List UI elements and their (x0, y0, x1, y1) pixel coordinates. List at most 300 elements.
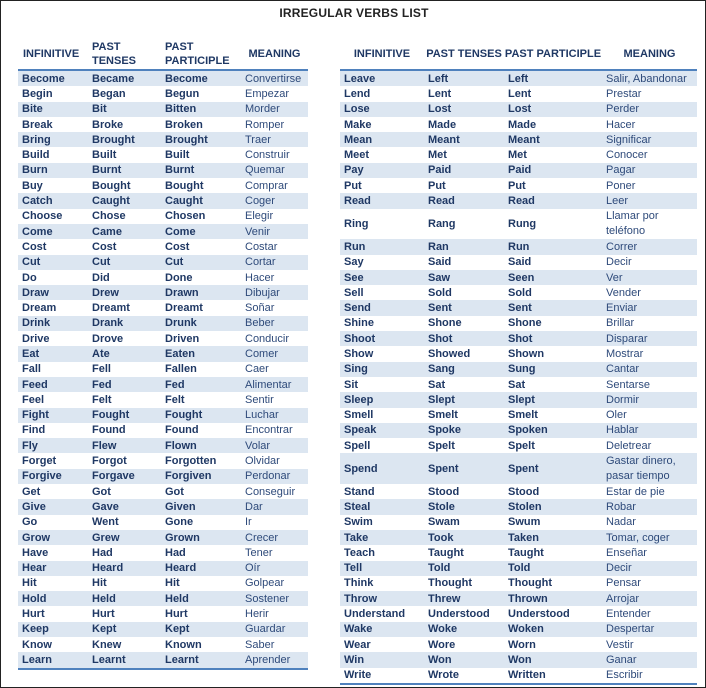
verb-row (18, 453, 308, 468)
cell-past-tense: Burnt (88, 163, 161, 178)
cell-meaning: Romper (245, 118, 285, 131)
header-past-tenses: PAST TENSES (92, 40, 137, 67)
cell-past-tense: Met (428, 149, 447, 162)
cell-meaning: Golpear (245, 577, 285, 590)
verb-row (340, 270, 697, 285)
verb-row (340, 438, 697, 453)
cell-past-tense: Read (424, 193, 504, 208)
verb-row (18, 224, 308, 239)
verb-row (18, 147, 308, 162)
cell-past-tense: Made (428, 118, 457, 131)
cell-past-participle: Fought (161, 408, 241, 423)
cell-past-participle: Thought (508, 577, 552, 590)
cell-past-participle: Flown (161, 438, 241, 453)
cell-infinitive: Spend (340, 453, 424, 484)
cell-infinitive: Sell (344, 286, 364, 299)
cell-past-tense: Slept (424, 392, 504, 407)
cell-past-tense: Smelt (428, 409, 458, 422)
verb-row (340, 163, 697, 178)
cell-past-participle: Driven (165, 332, 200, 345)
cell-infinitive: Spell (344, 439, 371, 452)
cell-meaning: Tener (245, 546, 273, 559)
cell-past-participle: Cut (161, 255, 241, 270)
cell-past-tense: Caught (88, 193, 161, 208)
cell-past-tense: Woke (424, 622, 504, 637)
cell-infinitive: Lose (340, 102, 424, 117)
cell-past-participle: Shown (508, 347, 545, 360)
cell-infinitive: Begin (22, 87, 53, 100)
cell-past-participle: Held (161, 591, 241, 606)
verb-row (18, 515, 308, 530)
cell-meaning: Conseguir (245, 485, 296, 498)
cell-infinitive: See (340, 270, 424, 285)
verb-row (340, 622, 697, 637)
cell-meaning: Poner (606, 179, 636, 192)
cell-past-tense: Did (92, 271, 110, 284)
cell-past-participle: Written (508, 669, 546, 682)
cell-infinitive: Run (340, 239, 424, 254)
cell-infinitive: Grow (18, 530, 88, 545)
cell-past-participle: Chosen (165, 210, 206, 223)
cell-past-participle: Smelt (508, 409, 538, 422)
cell-infinitive: Cost (22, 240, 47, 253)
cell-infinitive: Hear (18, 561, 88, 576)
cell-past-participle: Shot (504, 331, 602, 346)
cell-past-tense: Understood (428, 608, 490, 621)
cell-meaning: Encontrar (245, 424, 293, 437)
verb-row (18, 530, 308, 545)
cell-past-tense: Heard (88, 561, 161, 576)
right-header-row (340, 38, 697, 70)
verb-row (18, 606, 308, 621)
cell-past-participle: Had (165, 546, 186, 559)
verb-row (340, 362, 697, 377)
cell-past-tense: Began (92, 87, 126, 100)
cell-past-participle: Slept (504, 392, 602, 407)
cell-meaning: Arrojar (602, 591, 697, 606)
verb-row (340, 576, 697, 591)
verb-row (18, 255, 308, 270)
cell-meaning: Vestir (606, 638, 634, 651)
cell-infinitive: Do (22, 271, 37, 284)
cell-past-participle: Known (165, 638, 202, 651)
verb-row (18, 193, 308, 208)
cell-past-tense: Forgave (88, 469, 161, 484)
cell-past-tense: Threw (424, 591, 504, 606)
cell-meaning: Tomar, coger (602, 530, 697, 545)
cell-infinitive: Teach (344, 546, 375, 559)
header-infinitive: INFINITIVE (353, 47, 411, 60)
verb-row (18, 362, 308, 377)
cell-past-tense: Wore (428, 638, 456, 651)
cell-meaning: Llamar por teléfono (606, 209, 659, 237)
verb-row (18, 132, 308, 147)
cell-past-tense: Put (428, 179, 446, 192)
cell-past-tense: Stole (424, 499, 504, 514)
cell-past-tense: Dreamt (92, 302, 130, 315)
cell-past-tense: Found (92, 424, 126, 437)
cell-past-tense: Drew (88, 285, 161, 300)
cell-meaning: Leer (602, 193, 697, 208)
cell-past-tense: Lent (428, 87, 452, 100)
verb-row (18, 408, 308, 423)
cell-infinitive: Break (22, 118, 53, 131)
cell-past-tense: Learnt (88, 652, 161, 668)
cell-past-participle: Stood (508, 485, 540, 498)
cell-infinitive: Get (22, 485, 41, 498)
cell-past-participle: Felt (165, 393, 185, 406)
cell-past-participle: Bitten (161, 102, 241, 117)
verb-row (340, 591, 697, 606)
cell-past-tense: Spoke (424, 423, 504, 438)
cell-past-participle: Brought (161, 132, 241, 147)
header-meaning: MEANING (248, 47, 301, 60)
cell-meaning: Convertirse (241, 70, 308, 86)
verb-row (340, 423, 697, 438)
cell-past-participle: Dreamt (165, 302, 203, 315)
cell-infinitive: Tell (340, 561, 424, 576)
cell-past-tense: Hurt (92, 608, 115, 621)
cell-past-tense: Left (424, 70, 504, 86)
verb-row (18, 561, 308, 576)
cell-meaning: Sostener (241, 591, 308, 606)
cell-past-participle: Spelt (508, 439, 535, 452)
cell-past-tense: Brought (88, 132, 161, 147)
header-meaning: MEANING (623, 47, 676, 60)
verb-row (340, 561, 697, 576)
verb-row (18, 239, 308, 254)
cell-infinitive: Eat (18, 346, 88, 361)
cell-past-participle: Eaten (161, 346, 241, 361)
cell-past-participle: Swum (508, 516, 541, 529)
cell-past-participle: Left (504, 70, 602, 86)
cell-past-participle: Gone (165, 516, 194, 529)
verb-row (18, 346, 308, 361)
cell-infinitive: Send (340, 300, 424, 315)
cell-past-participle: Cost (165, 240, 190, 253)
cell-past-tense: Drove (92, 332, 124, 345)
cell-infinitive: Burn (18, 163, 88, 178)
cell-meaning: Crecer (241, 530, 308, 545)
left-table-body (18, 70, 308, 669)
cell-meaning: Comer (241, 346, 308, 361)
cell-past-participle: Thrown (504, 591, 602, 606)
cell-infinitive: Hold (18, 591, 88, 606)
cell-infinitive: Have (22, 546, 49, 559)
cell-past-participle: Got (165, 485, 184, 498)
cell-infinitive: Put (344, 179, 362, 192)
cell-infinitive: Catch (18, 193, 88, 208)
verb-row (18, 423, 308, 438)
verb-row (18, 591, 308, 606)
verb-row (18, 377, 308, 392)
verb-row (18, 178, 308, 193)
cell-meaning: Construir (245, 149, 290, 162)
cell-infinitive: Fight (18, 408, 88, 423)
cell-past-tense: Broke (92, 118, 124, 131)
cell-past-tense: Flew (88, 438, 161, 453)
cell-past-tense: Took (424, 530, 504, 545)
cell-meaning: Ir (245, 516, 252, 529)
cell-infinitive: Make (344, 118, 372, 131)
cell-past-participle: Spoken (504, 423, 602, 438)
cell-past-tense: Went (92, 516, 119, 529)
cell-past-participle: Hurt (165, 608, 188, 621)
cell-past-participle: Read (504, 193, 602, 208)
verb-row (340, 178, 697, 193)
cell-past-tense: Sang (424, 362, 504, 377)
verb-row (18, 652, 308, 668)
cell-past-tense: Won (424, 652, 504, 667)
verb-row (340, 392, 697, 407)
cell-infinitive: Keep (18, 622, 88, 637)
header-past-tenses: PAST TENSES (426, 47, 502, 60)
cell-infinitive: Smell (344, 409, 374, 422)
cell-past-tense: Drank (88, 316, 161, 331)
verb-row (340, 209, 697, 240)
cell-past-participle: Spent (504, 453, 602, 484)
verb-row (340, 193, 697, 208)
cell-past-tense: Sold (428, 286, 452, 299)
cell-past-participle: Seen (504, 270, 602, 285)
verb-row (18, 102, 308, 117)
cell-infinitive: Learn (18, 652, 88, 668)
cell-infinitive: Win (340, 652, 424, 667)
verb-row (340, 408, 697, 423)
cell-meaning: Nadar (606, 516, 636, 529)
cell-past-tense: Swam (428, 516, 460, 529)
verb-row (18, 499, 308, 514)
cell-past-participle: Come (161, 224, 241, 239)
cell-infinitive: Fall (22, 363, 41, 376)
cell-past-participle: Drawn (161, 285, 241, 300)
cell-past-tense: Cost (92, 240, 117, 253)
cell-infinitive: Swim (344, 516, 373, 529)
cell-past-tense: Knew (92, 638, 122, 651)
cell-infinitive: Throw (340, 591, 424, 606)
cell-infinitive: Feel (22, 393, 45, 406)
cell-past-tense: Had (92, 546, 113, 559)
cell-infinitive: Hurt (22, 608, 45, 621)
cell-past-tense: Hit (92, 577, 107, 590)
cell-past-participle: Put (508, 179, 526, 192)
cell-past-participle: Kept (161, 622, 241, 637)
verb-row (18, 438, 308, 453)
cell-meaning: Costar (245, 240, 278, 253)
verb-row (340, 377, 697, 392)
cell-meaning: Ganar (602, 652, 697, 667)
cell-meaning: Luchar (241, 408, 308, 423)
cell-meaning: Morder (241, 102, 308, 117)
cell-meaning: Prestar (606, 87, 642, 100)
cell-infinitive: Choose (22, 210, 63, 223)
cell-meaning: Traer (241, 132, 308, 147)
verb-row (18, 70, 308, 86)
cell-past-participle: Told (504, 561, 602, 576)
cell-past-participle: Become (161, 70, 241, 86)
cell-meaning: Sentarse (606, 378, 651, 391)
cell-past-tense: Held (88, 591, 161, 606)
cell-past-tense: Wrote (428, 669, 459, 682)
cell-infinitive: Become (18, 70, 88, 86)
cell-meaning: Vender (606, 286, 641, 299)
verb-row (18, 270, 308, 285)
verb-row (340, 70, 697, 86)
header-past-participle: PAST PARTICIPLE (165, 40, 230, 67)
cell-meaning: Oír (241, 561, 308, 576)
cell-infinitive: Write (344, 669, 372, 682)
cell-meaning: Correr (602, 239, 697, 254)
cell-meaning: Hacer (606, 118, 636, 131)
cell-meaning: Estar de pie (606, 485, 665, 498)
cell-meaning: Coger (241, 193, 308, 208)
verb-row (18, 392, 308, 407)
cell-past-participle: Stolen (504, 499, 602, 514)
cell-past-tense: Built (92, 149, 117, 162)
cell-past-participle: Lost (504, 102, 602, 117)
cell-infinitive: Draw (18, 285, 88, 300)
cell-infinitive: Shoot (340, 331, 424, 346)
cell-meaning: Pagar (602, 163, 697, 178)
verb-row (18, 300, 308, 315)
cell-past-participle: Begun (165, 87, 200, 100)
cell-meaning: Dormir (602, 392, 697, 407)
verb-row (340, 117, 697, 132)
cell-meaning: Olvidar (245, 455, 280, 468)
verb-row (340, 530, 697, 545)
cell-meaning: Decir (602, 561, 697, 576)
cell-infinitive: Pay (340, 163, 424, 178)
verb-row (340, 255, 697, 270)
cell-past-tense: Kept (88, 622, 161, 637)
cell-past-participle: Won (504, 652, 602, 667)
cell-past-participle: Given (161, 499, 241, 514)
cell-past-tense: Stood (428, 485, 460, 498)
verb-row (18, 331, 308, 346)
cell-infinitive: Read (340, 193, 424, 208)
cell-meaning: Robar (602, 499, 697, 514)
cell-infinitive: Show (344, 347, 374, 360)
cell-meaning: Caer (245, 363, 269, 376)
verb-row (340, 147, 697, 162)
cell-past-participle: Fallen (165, 363, 197, 376)
cell-infinitive: Drink (18, 316, 88, 331)
verb-row (18, 285, 308, 300)
cell-past-participle: Forgotten (165, 455, 217, 468)
cell-past-participle: Learnt (161, 652, 241, 668)
cell-infinitive: Bring (18, 132, 88, 147)
verb-row (340, 285, 697, 300)
cell-meaning: Aprender (241, 652, 308, 668)
cell-infinitive: Buy (22, 179, 43, 192)
cell-meaning: Herir (245, 608, 269, 621)
cell-past-participle: Drunk (161, 316, 241, 331)
cell-meaning: Perder (602, 102, 697, 117)
cell-past-participle: Rung (508, 217, 537, 230)
cell-past-tense: Felt (92, 393, 112, 406)
cell-meaning: Volar (241, 438, 308, 453)
cell-meaning: Dar (241, 499, 308, 514)
cell-meaning: Enviar (602, 300, 697, 315)
verb-row (340, 484, 697, 499)
cell-past-tense: Saw (424, 270, 504, 285)
verb-row (18, 86, 308, 101)
cell-past-participle: Heard (161, 561, 241, 576)
cell-past-participle: Broken (165, 118, 203, 131)
cell-infinitive: Feed (18, 377, 88, 392)
cell-past-tense: Taught (428, 546, 464, 559)
verb-row (340, 499, 697, 514)
cell-past-tense: Forgot (92, 455, 127, 468)
cell-meaning: Comprar (245, 179, 288, 192)
verb-row (340, 346, 697, 361)
verb-row (340, 515, 697, 530)
cell-infinitive: Come (18, 224, 88, 239)
cell-past-participle: Burnt (161, 163, 241, 178)
cell-meaning: Quemar (241, 163, 308, 178)
cell-past-tense: Thought (428, 577, 472, 590)
page-title: IRREGULAR VERBS LIST (279, 6, 429, 20)
cell-meaning: Entender (606, 608, 651, 621)
cell-past-participle: Woken (504, 622, 602, 637)
cell-past-participle: Done (165, 271, 193, 284)
cell-meaning: Soñar (245, 302, 275, 315)
cell-past-participle: Taught (508, 546, 544, 559)
verb-row (18, 117, 308, 132)
cell-past-tense: Meant (424, 132, 504, 147)
cell-infinitive: Speak (340, 423, 424, 438)
cell-infinitive: Know (22, 638, 52, 651)
verb-row (340, 652, 697, 667)
cell-infinitive: Take (340, 530, 424, 545)
cell-past-tense: Showed (428, 347, 471, 360)
cell-meaning: Pensar (606, 577, 641, 590)
cell-meaning: Empezar (245, 87, 290, 100)
cell-past-tense: Ate (88, 346, 161, 361)
verb-row (340, 316, 697, 331)
cell-meaning: Perdonar (241, 469, 308, 484)
cell-infinitive: Wake (340, 622, 424, 637)
cell-meaning: Salir, Abandonar (602, 70, 697, 86)
cell-meaning: Sentir (245, 393, 274, 406)
cell-meaning: Alimentar (241, 377, 308, 392)
cell-meaning: Significar (602, 132, 697, 147)
cell-infinitive: Mean (340, 132, 424, 147)
cell-past-tense: Said (428, 256, 452, 269)
cell-past-participle: Worn (508, 638, 536, 651)
cell-meaning: Cortar (241, 255, 308, 270)
cell-past-participle: Met (508, 149, 527, 162)
cell-infinitive: Say (344, 256, 364, 269)
verb-row (340, 606, 697, 621)
cell-past-participle: Paid (504, 163, 602, 178)
verb-row (18, 163, 308, 178)
verb-row (18, 484, 308, 499)
cell-meaning: Conducir (245, 332, 290, 345)
cell-past-participle: Understood (508, 608, 570, 621)
cell-meaning: Cantar (602, 362, 697, 377)
cell-meaning: Venir (241, 224, 308, 239)
cell-past-participle: Taken (504, 530, 602, 545)
cell-past-tense: Spent (424, 453, 504, 484)
header-past-participle: PAST PARTICIPLE (504, 47, 602, 60)
cell-past-tense: Bit (88, 102, 161, 117)
cell-meaning: Dibujar (241, 285, 308, 300)
cell-infinitive: Build (22, 149, 50, 162)
cell-past-tense: Got (92, 485, 111, 498)
verb-row (18, 576, 308, 591)
cell-meaning: Disparar (602, 331, 697, 346)
